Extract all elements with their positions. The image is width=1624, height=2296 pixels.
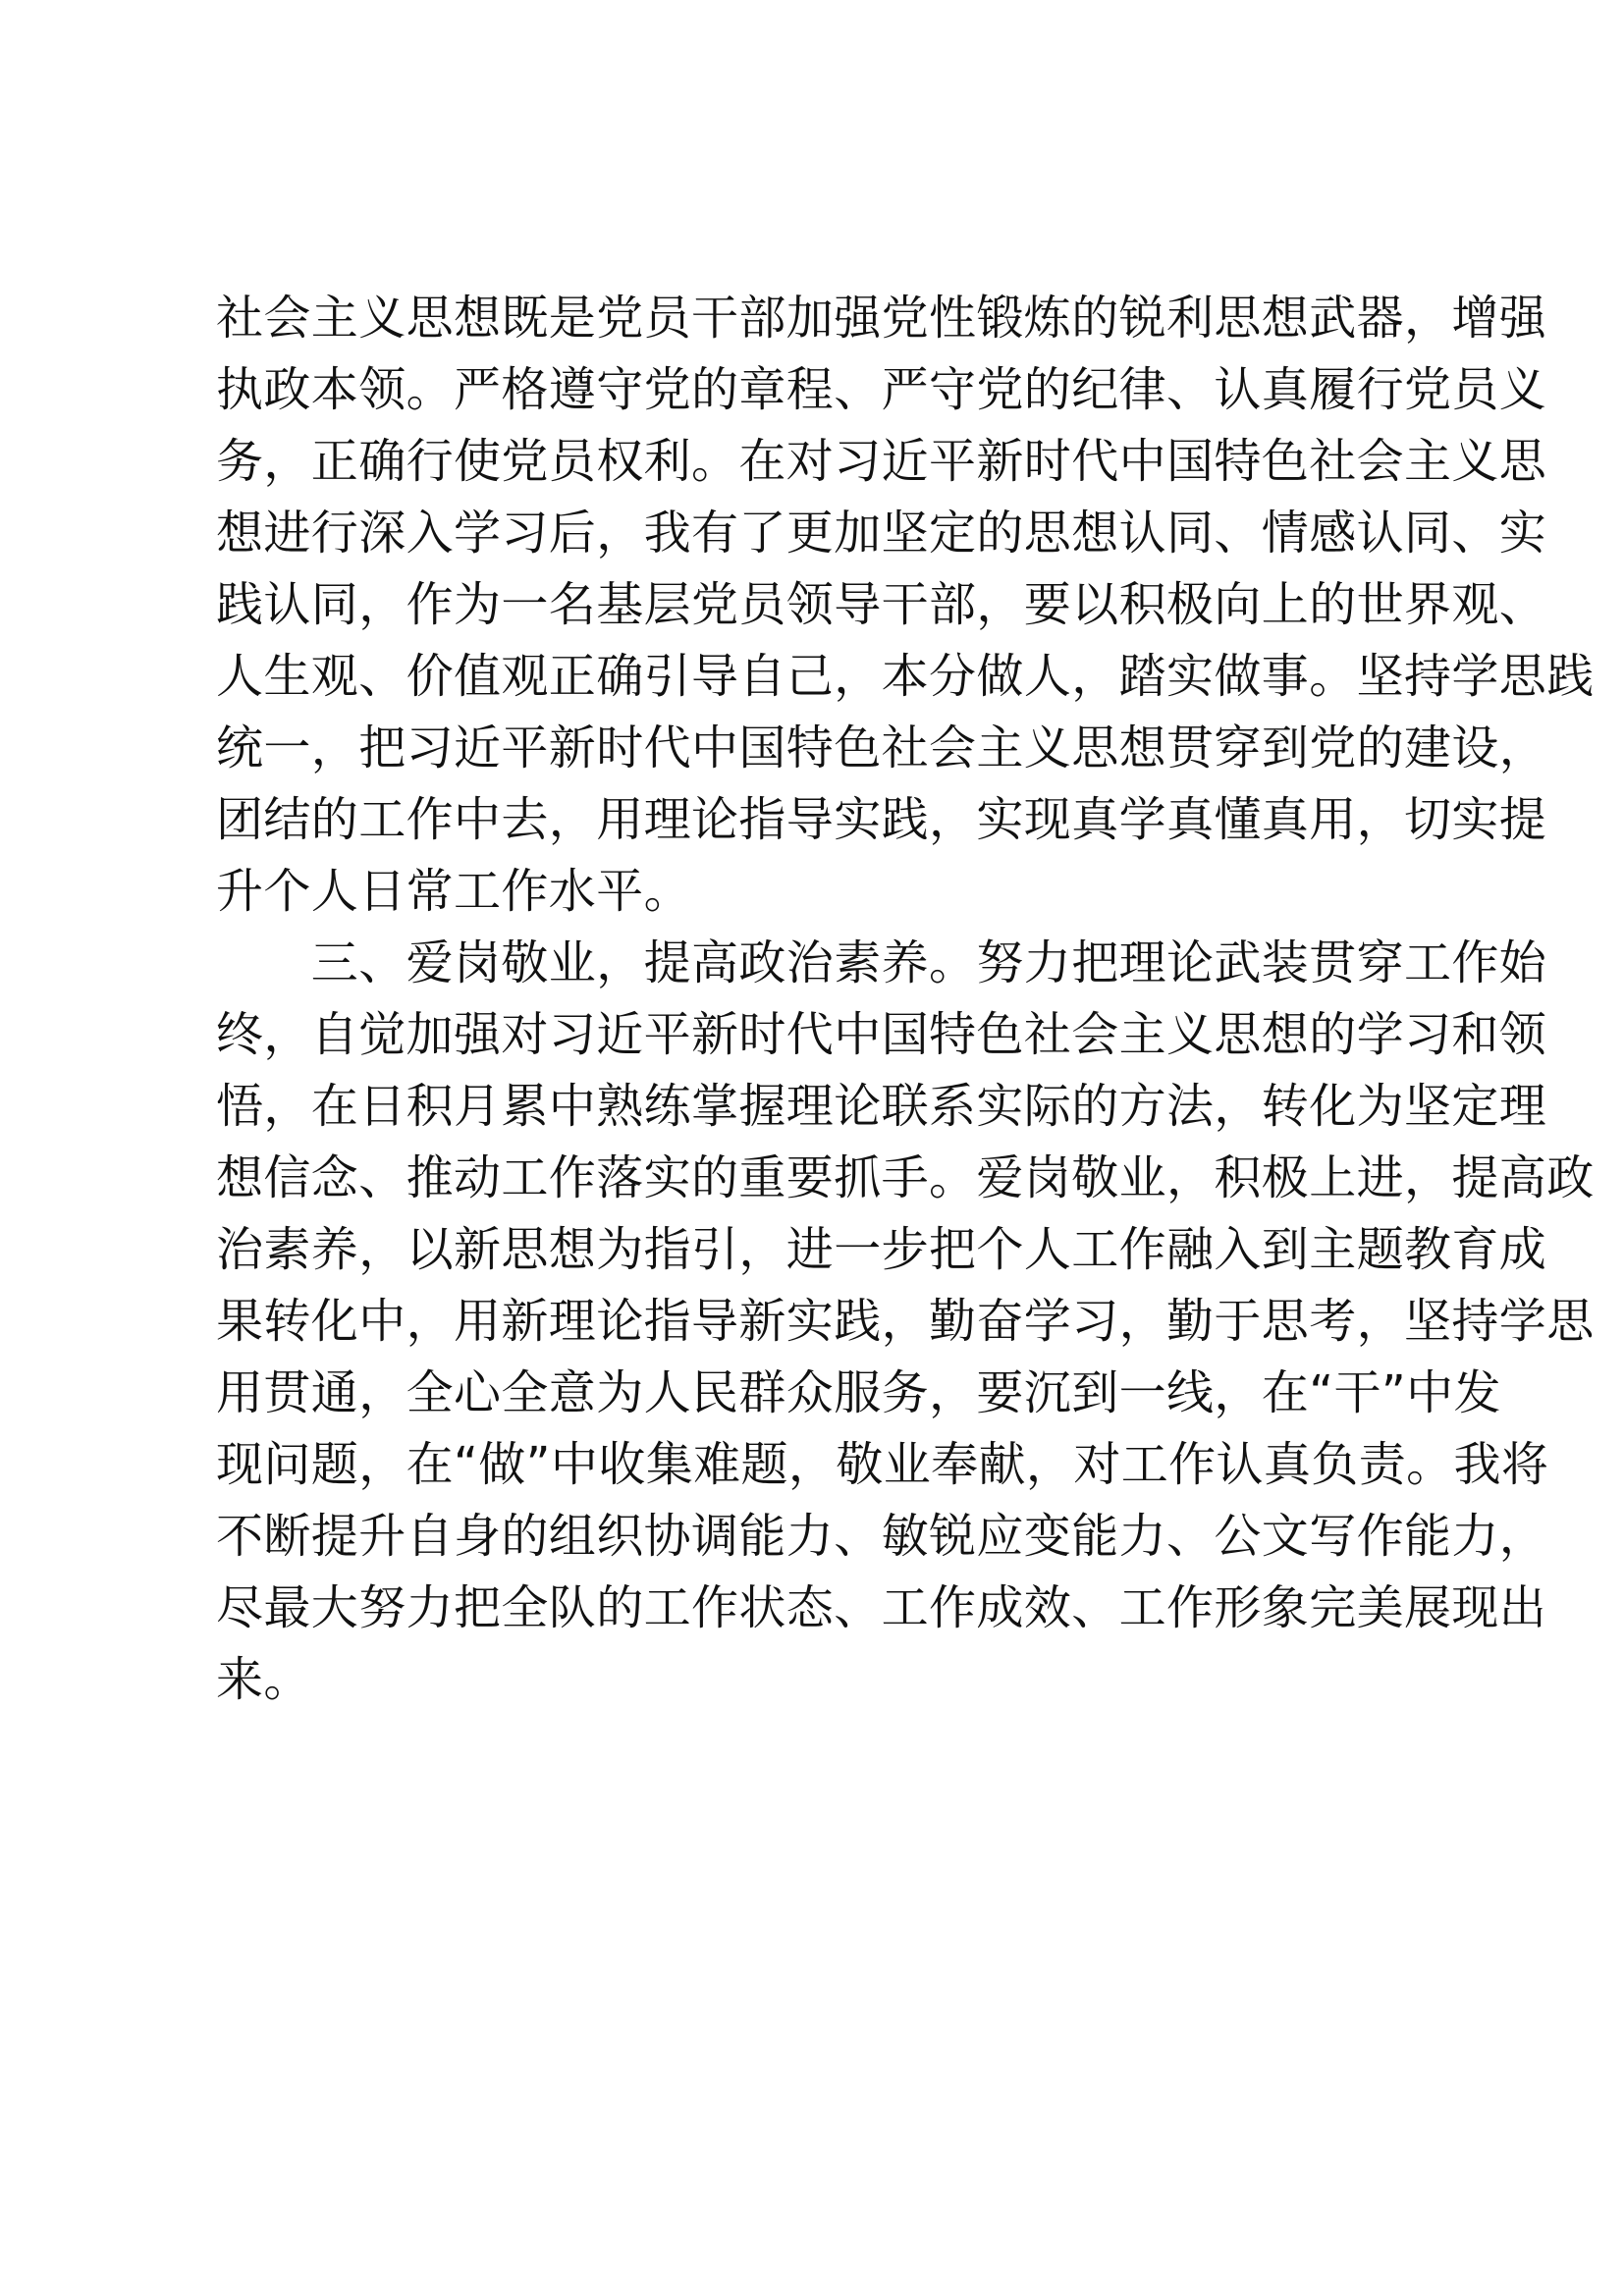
body-text [216, 283, 1595, 1716]
text-line: 团结的工作中去，用理论指导实践，实现真学真懂真用，切实提 [216, 792, 1547, 847]
text-line: 统一，把习近平新时代中国特色社会主义思想贯穿到党的建设， [216, 721, 1547, 775]
text-line: 不断提升自身的组织协调能力、敏锐应变能力、公文写作能力， [216, 1509, 1547, 1564]
text-line: 悟，在日积月累中熟练掌握理论联系实际的方法，转化为坚定理 [216, 1079, 1547, 1134]
section-heading-line: 三、爱岗敬业，提高政治素养。努力把理论武装贯穿工作始 [216, 935, 1547, 990]
text-line: 想进行深入学习后，我有了更加坚定的思想认同、情感认同、实 [216, 506, 1547, 561]
text-line: 治素养，以新思想为指引，进一步把个人工作融入到主题教育成 [216, 1222, 1547, 1277]
text-line: 社会主义思想既是党员干部加强党性锻炼的锐利思想武器，增强 [216, 291, 1547, 346]
text-line: 想信念、推动工作落实的重要抓手。爱岗敬业，积极上进，提高政 [216, 1150, 1595, 1205]
text-line: 人生观、价值观正确引导自己，本分做人，踏实做事。坚持学思践 [216, 649, 1595, 704]
text-line: 终，自觉加强对习近平新时代中国特色社会主义思想的学习和领 [216, 1007, 1547, 1062]
text-line: 果转化中，用新理论指导新实践，勤奋学习，勤于思考，坚持学思 [216, 1294, 1595, 1349]
text-line: 践认同，作为一名基层党员领导干部，要以积极向上的世界观、 [216, 577, 1547, 632]
text-line: 务，正确行使党员权利。在对习近平新时代中国特色社会主义思 [216, 434, 1547, 489]
text-line: 执政本领。严格遵守党的章程、严守党的纪律、认真履行党员义 [216, 362, 1547, 417]
text-line: 现问题，在“做”中收集难题，敬业奉献，对工作认真负责。我将 [216, 1437, 1549, 1492]
text-line: 来。 [216, 1652, 311, 1707]
text-line: 尽最大努力把全队的工作状态、工作成效、工作形象完美展现出 [216, 1580, 1547, 1635]
text-line: 升个人日常工作水平。 [216, 864, 692, 919]
text-line: 用贯通，全心全意为人民群众服务，要沉到一线，在“干”中发 [216, 1365, 1501, 1420]
